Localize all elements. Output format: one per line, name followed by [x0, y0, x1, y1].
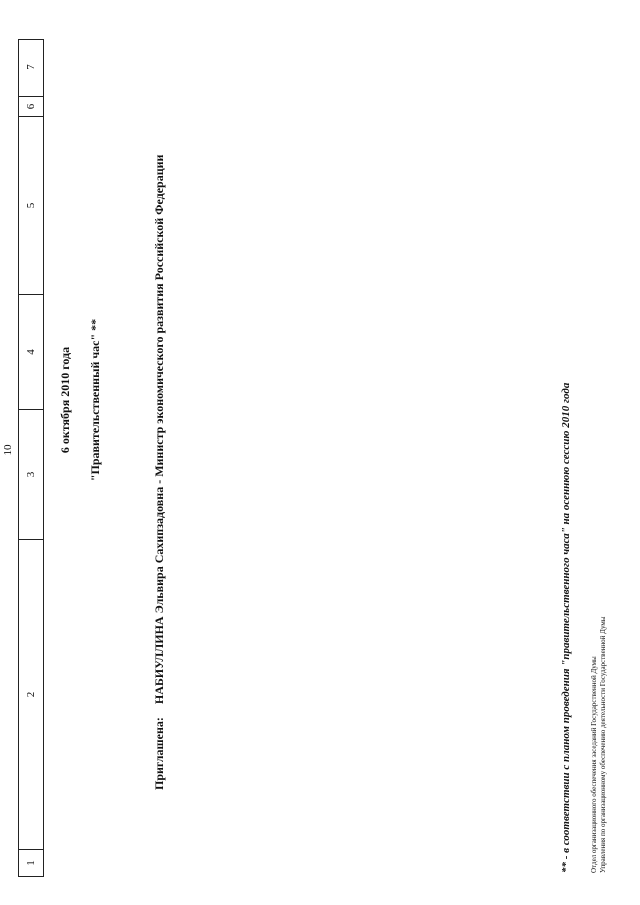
- invited-line: [152, 155, 167, 790]
- column-number: 4: [19, 295, 43, 410]
- footnote: ** - в соответствии с планом проведения "правительственного часа" на осеннюю сессию 2010 года: [560, 382, 572, 873]
- column-number: 1: [25, 860, 37, 866]
- invited-label: Приглашена:: [152, 717, 166, 790]
- column-number: 3: [19, 410, 43, 540]
- invited-person: НАБИУЛЛИНА Эльвира Сахипзадовна - Министр экономического развития Российской Федерации: [152, 154, 166, 705]
- column-number: 2: [19, 540, 43, 850]
- column-number: 5: [19, 117, 43, 295]
- department-line-2: Управления по организационному обеспечению деятельности Государственной Думы: [599, 616, 607, 873]
- department-signature: [590, 617, 608, 873]
- column-number: 6: [19, 97, 43, 117]
- session-date: 6 октября 2010 года: [58, 346, 72, 454]
- page-number: 10: [2, 444, 14, 456]
- column-number-header: [18, 39, 44, 877]
- government-hour-title: "Правительственный час" **: [88, 318, 102, 482]
- column-number: 7: [19, 38, 43, 97]
- department-line-1: Отдел организационного обеспечения заседаний Государственной Думы: [590, 656, 598, 873]
